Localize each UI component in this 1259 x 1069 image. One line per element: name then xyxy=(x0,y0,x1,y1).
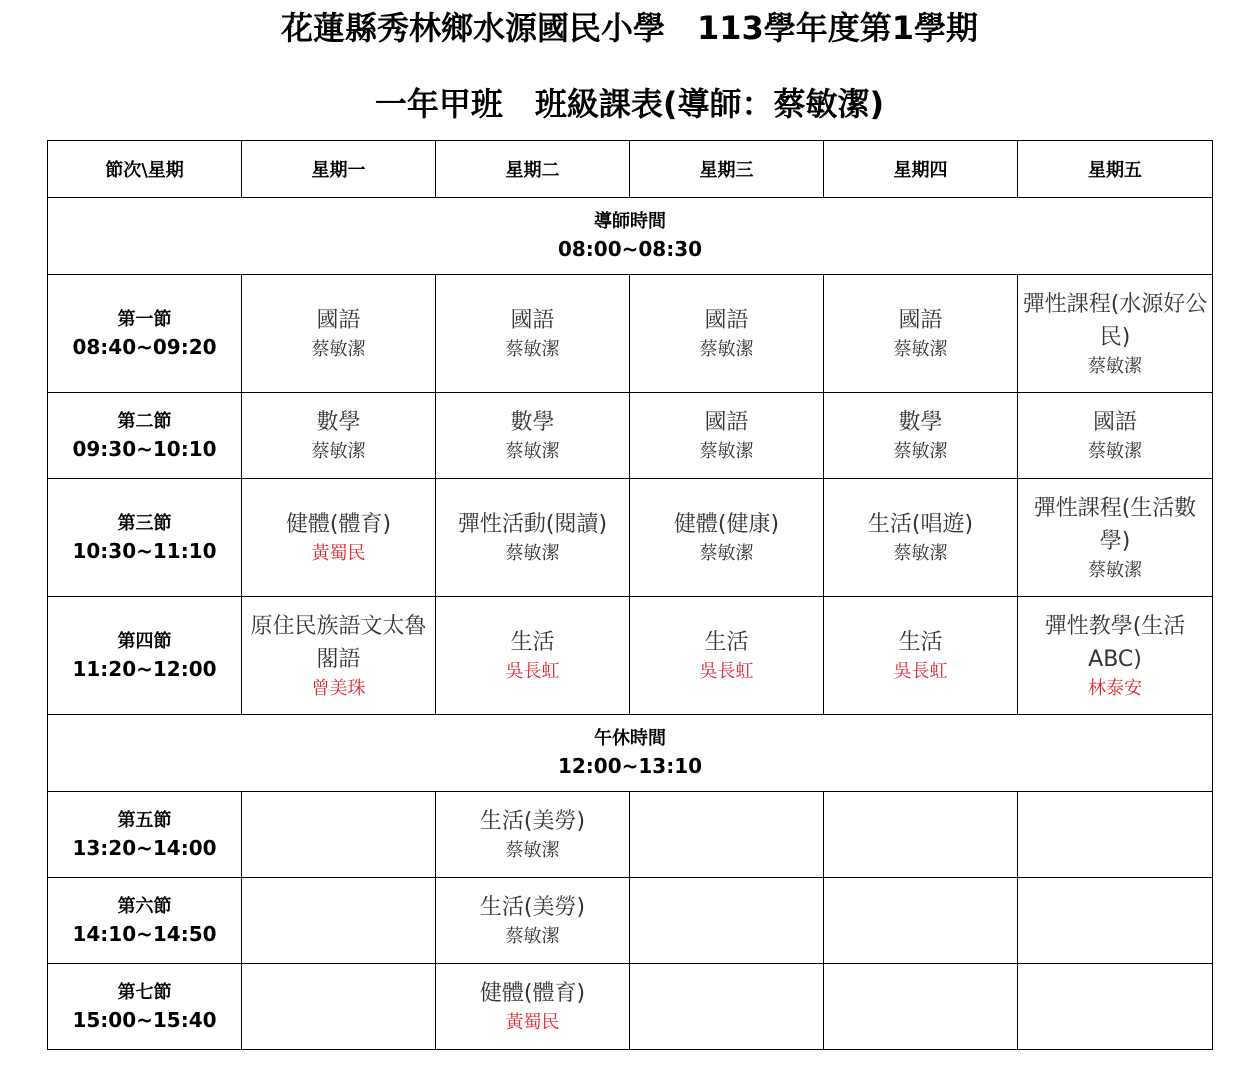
period-label-cell xyxy=(48,479,242,597)
teacher-name: 蔡敏潔 xyxy=(1088,441,1142,462)
class-cell xyxy=(242,393,436,479)
subject-name: 數學 xyxy=(898,410,943,435)
day-header-mon: 星期一 xyxy=(242,141,436,198)
period-name: 第四節 xyxy=(117,630,172,652)
class-cell xyxy=(824,393,1018,479)
subject-name: 生活(唱遊) xyxy=(867,512,974,537)
period-label-cell xyxy=(48,597,242,715)
class-cell xyxy=(824,275,1018,393)
subject-name: 健體(體育) xyxy=(285,512,392,537)
break-name: 午休時間 xyxy=(594,728,666,749)
period-label-cell xyxy=(48,964,242,1050)
class-cell xyxy=(242,964,436,1050)
subject-name: 原住民族語文太魯閣語 xyxy=(250,613,427,672)
subject-name: 國語 xyxy=(510,308,555,333)
teacher-name: 蔡敏潔 xyxy=(311,441,366,462)
class-cell xyxy=(436,878,630,964)
class-cell xyxy=(242,792,436,878)
teacher-name: 蔡敏潔 xyxy=(505,441,560,462)
teacher-name: 蔡敏潔 xyxy=(311,339,366,360)
day-header-tue: 星期二 xyxy=(436,141,630,198)
period-row xyxy=(48,597,1213,715)
subject-name: 生活 xyxy=(510,630,555,655)
class-cell xyxy=(630,878,824,964)
class-cell xyxy=(824,792,1018,878)
homeroom-cell xyxy=(48,198,1213,275)
period-time: 15:00~15:40 xyxy=(72,1007,217,1032)
class-cell xyxy=(436,479,630,597)
teacher-name: 黃蜀民 xyxy=(505,1012,560,1033)
period-row xyxy=(48,479,1213,597)
period-name: 第三節 xyxy=(117,512,172,534)
teacher-name: 蔡敏潔 xyxy=(505,543,560,564)
header-row xyxy=(48,141,1213,198)
teacher-name: 蔡敏潔 xyxy=(893,543,948,564)
class-cell xyxy=(436,964,630,1050)
teacher-name: 蔡敏潔 xyxy=(1088,559,1142,581)
class-cell xyxy=(630,792,824,878)
subject-name: 國語 xyxy=(898,308,943,333)
class-cell xyxy=(824,479,1018,597)
class-cell xyxy=(436,597,630,715)
class-cell xyxy=(242,597,436,715)
period-name: 第一節 xyxy=(117,308,172,330)
period-label-cell xyxy=(48,792,242,878)
teacher-name: 吳長虹 xyxy=(505,661,560,682)
subject-name: 生活 xyxy=(704,630,749,655)
day-header-fri: 星期五 xyxy=(1018,141,1213,198)
class-cell xyxy=(1018,878,1213,964)
subject-name: 彈性活動(閱讀) xyxy=(457,512,608,537)
class-cell xyxy=(1018,792,1213,878)
class-cell xyxy=(436,393,630,479)
subject-name: 彈性課程(生活數學) xyxy=(1033,495,1197,554)
subject-name: 健體(健康) xyxy=(673,512,780,537)
class-cell xyxy=(242,479,436,597)
period-row xyxy=(48,792,1213,878)
teacher-name: 蔡敏潔 xyxy=(505,840,560,861)
period-time: 13:20~14:00 xyxy=(72,835,217,860)
teacher-name: 曾美珠 xyxy=(311,677,366,699)
teacher-name: 蔡敏潔 xyxy=(505,339,560,360)
class-cell xyxy=(242,878,436,964)
period-name: 第五節 xyxy=(117,809,172,831)
period-label-cell xyxy=(48,275,242,393)
corner-header: 節次\星期 xyxy=(48,141,242,198)
class-cell xyxy=(1018,597,1213,715)
period-time: 09:30~10:10 xyxy=(72,436,217,461)
class-cell xyxy=(630,275,824,393)
period-time: 14:10~14:50 xyxy=(72,921,217,946)
subject-name: 生活 xyxy=(898,630,943,655)
class-cell xyxy=(1018,964,1213,1050)
teacher-name: 吳長虹 xyxy=(699,661,754,682)
class-cell xyxy=(824,964,1018,1050)
subject-name: 生活(美勞) xyxy=(479,809,586,834)
teacher-name: 蔡敏潔 xyxy=(1088,355,1142,377)
break-time: 08:00~08:30 xyxy=(557,237,703,261)
subject-name: 健體(體育) xyxy=(479,981,586,1006)
teacher-name: 黃蜀民 xyxy=(311,543,366,564)
day-header-wed: 星期三 xyxy=(630,141,824,198)
class-cell xyxy=(630,479,824,597)
subject-name: 國語 xyxy=(1092,410,1137,435)
class-cell xyxy=(242,275,436,393)
subject-name: 彈性教學(生活ABC) xyxy=(1044,613,1186,672)
period-time: 11:20~12:00 xyxy=(72,656,217,681)
period-name: 第六節 xyxy=(117,895,172,917)
subject-name: 數學 xyxy=(510,410,555,435)
period-row xyxy=(48,275,1213,393)
period-time: 08:40~09:20 xyxy=(72,334,217,359)
period-time: 10:30~11:10 xyxy=(72,538,217,563)
teacher-name: 吳長虹 xyxy=(893,661,948,682)
period-label-cell xyxy=(48,878,242,964)
class-cell xyxy=(630,597,824,715)
period-row xyxy=(48,964,1213,1050)
class-schedule-title: 一年甲班 班級課表(導師：蔡敏潔) xyxy=(374,85,885,123)
timetable xyxy=(47,140,1213,1050)
subject-name: 生活(美勞) xyxy=(479,895,586,920)
lunch-cell xyxy=(48,715,1213,792)
period-row xyxy=(48,393,1213,479)
break-time: 12:00~13:10 xyxy=(557,754,703,778)
class-cell xyxy=(1018,479,1213,597)
teacher-name: 蔡敏潔 xyxy=(893,339,948,360)
class-cell xyxy=(824,597,1018,715)
class-cell xyxy=(630,964,824,1050)
class-cell xyxy=(1018,275,1213,393)
teacher-name: 蔡敏潔 xyxy=(699,339,754,360)
teacher-name: 蔡敏潔 xyxy=(699,543,754,564)
period-label-cell xyxy=(48,393,242,479)
subject-name: 國語 xyxy=(704,410,749,435)
class-cell xyxy=(824,878,1018,964)
class-cell xyxy=(436,275,630,393)
subject-name: 國語 xyxy=(316,308,361,333)
break-name: 導師時間 xyxy=(594,211,666,232)
day-header-thu: 星期四 xyxy=(824,141,1018,198)
lunch-row xyxy=(48,715,1213,792)
period-row xyxy=(48,878,1213,964)
teacher-name: 蔡敏潔 xyxy=(505,926,560,947)
subject-name: 彈性課程(水源好公民) xyxy=(1022,291,1208,350)
period-name: 第二節 xyxy=(117,410,172,432)
homeroom-row xyxy=(48,198,1213,275)
teacher-name: 蔡敏潔 xyxy=(893,441,948,462)
period-name: 第七節 xyxy=(117,981,172,1003)
class-cell xyxy=(436,792,630,878)
teacher-name: 蔡敏潔 xyxy=(699,441,754,462)
class-cell xyxy=(630,393,824,479)
class-cell xyxy=(1018,393,1213,479)
subject-name: 數學 xyxy=(316,410,361,435)
teacher-name: 林泰安 xyxy=(1088,677,1142,699)
school-title: 花蓮縣秀林鄉水源國民小學 113學年度第1學期 xyxy=(280,9,979,47)
subject-name: 國語 xyxy=(704,308,749,333)
